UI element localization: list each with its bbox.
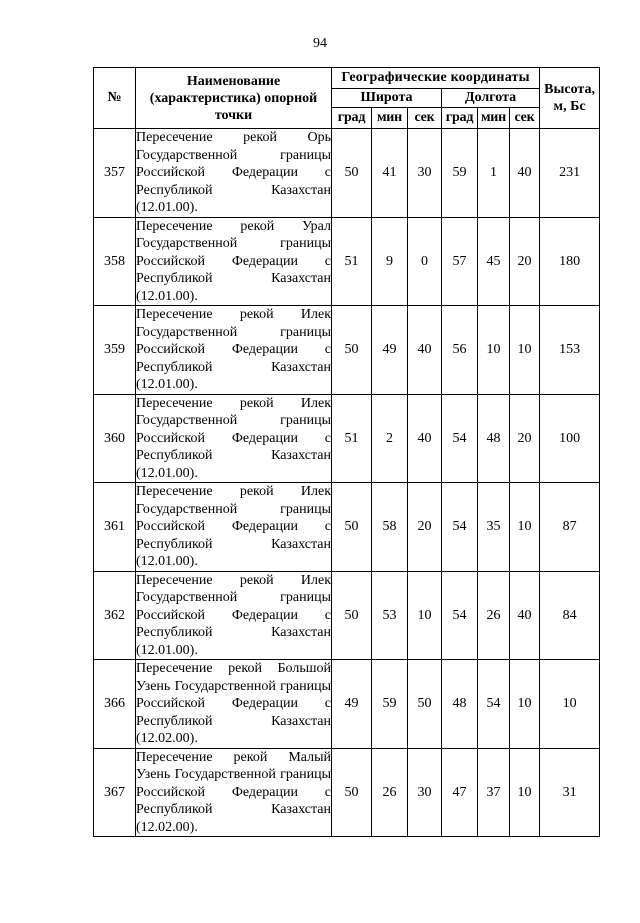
header-longitude: Долгота <box>442 89 540 108</box>
row-number: 362 <box>94 571 136 660</box>
lat-sec: 20 <box>408 483 442 572</box>
table-row <box>94 129 600 218</box>
lat-deg: 51 <box>332 217 372 306</box>
header-number: № <box>94 68 136 129</box>
header-unit-lat-deg: град <box>332 108 372 129</box>
lon-sec: 40 <box>510 129 540 218</box>
table-row <box>94 306 600 395</box>
lat-min: 49 <box>372 306 408 395</box>
header-unit-lat-min: мин <box>372 108 408 129</box>
lon-min: 35 <box>478 483 510 572</box>
lat-min: 59 <box>372 660 408 749</box>
lon-deg: 56 <box>442 306 478 395</box>
table-row <box>94 660 600 749</box>
row-name: Пересечение рекой Илек Государственной границы Российской Федерации с Республикой Казахстан (12.01.00). <box>136 307 331 392</box>
table-row <box>94 748 600 837</box>
lon-deg: 57 <box>442 217 478 306</box>
lat-deg: 50 <box>332 129 372 218</box>
row-name: Пересечение рекой Большой Узень Государственной границы Российской Федерации с Республикой Казахстан (12.02.00). <box>136 661 331 746</box>
table-row <box>94 217 600 306</box>
lat-deg: 49 <box>332 660 372 749</box>
row-number: 367 <box>94 748 136 837</box>
row-number: 366 <box>94 660 136 749</box>
lat-deg: 50 <box>332 306 372 395</box>
table-row <box>94 571 600 660</box>
row-number: 360 <box>94 394 136 483</box>
header-unit-lat-sec: сек <box>408 108 442 129</box>
table-row <box>94 483 600 572</box>
lon-sec: 10 <box>510 306 540 395</box>
lon-min: 1 <box>478 129 510 218</box>
page-number: 94 <box>313 36 327 51</box>
row-number: 357 <box>94 129 136 218</box>
lon-sec: 20 <box>510 394 540 483</box>
lat-deg: 50 <box>332 483 372 572</box>
lat-min: 26 <box>372 748 408 837</box>
row-height: 31 <box>540 748 600 837</box>
lon-deg: 59 <box>442 129 478 218</box>
row-height: 84 <box>540 571 600 660</box>
header-height: Высота, м, Бс <box>540 68 600 129</box>
lon-min: 10 <box>478 306 510 395</box>
lat-sec: 0 <box>408 217 442 306</box>
lat-deg: 50 <box>332 571 372 660</box>
lon-min: 54 <box>478 660 510 749</box>
lon-sec: 20 <box>510 217 540 306</box>
header-unit-lon-min: мин <box>478 108 510 129</box>
lon-sec: 10 <box>510 748 540 837</box>
lat-sec: 30 <box>408 748 442 837</box>
row-height: 100 <box>540 394 600 483</box>
header-unit-lon-deg: град <box>442 108 478 129</box>
row-name: Пересечение рекой Илек Государственной границы Российской Федерации с Республикой Казахстан (12.01.00). <box>136 395 331 481</box>
header-unit-lon-sec: сек <box>510 108 540 129</box>
table-body <box>94 129 600 837</box>
lon-min: 45 <box>478 217 510 306</box>
row-name: Пересечение рекой Орь Государственной границы Российской Федерации с Республикой Казахстан (12.01.00). <box>136 130 331 215</box>
lon-sec: 10 <box>510 660 540 749</box>
lon-deg: 54 <box>442 571 478 660</box>
row-height: 180 <box>540 217 600 306</box>
header-row-main <box>94 68 600 89</box>
lat-min: 2 <box>372 394 408 483</box>
lat-deg: 50 <box>332 748 372 837</box>
row-name: Пересечение рекой Урал Государственной границы Российской Федерации с Республикой Казахстан (12.01.00). <box>136 218 331 304</box>
lat-min: 9 <box>372 217 408 306</box>
header-latitude: Широта <box>332 89 442 108</box>
lat-sec: 10 <box>408 571 442 660</box>
lon-deg: 54 <box>442 483 478 572</box>
lon-min: 26 <box>478 571 510 660</box>
row-height: 87 <box>540 483 600 572</box>
lat-min: 41 <box>372 129 408 218</box>
row-name: Пересечение рекой Малый Узень Государственной границы Российской Федерации с Республикой Казахстан (12.02.00). <box>136 749 331 835</box>
row-number: 358 <box>94 217 136 306</box>
lon-sec: 40 <box>510 571 540 660</box>
lon-sec: 10 <box>510 483 540 572</box>
table-row <box>94 394 600 483</box>
lon-min: 37 <box>478 748 510 837</box>
reference-points-table <box>93 67 600 837</box>
lat-sec: 50 <box>408 660 442 749</box>
lat-min: 53 <box>372 571 408 660</box>
row-height: 10 <box>540 660 600 749</box>
lon-min: 48 <box>478 394 510 483</box>
row-number: 359 <box>94 306 136 395</box>
lat-deg: 51 <box>332 394 372 483</box>
header-name: Наименование (характеристика) опорной точки <box>136 68 332 129</box>
row-height: 153 <box>540 306 600 395</box>
lat-sec: 40 <box>408 394 442 483</box>
table-header <box>94 68 600 129</box>
lon-deg: 47 <box>442 748 478 837</box>
lat-min: 58 <box>372 483 408 572</box>
lon-deg: 54 <box>442 394 478 483</box>
lat-sec: 30 <box>408 129 442 218</box>
row-name: Пересечение рекой Илек Государственной границы Российской Федерации с Республикой Казахстан (12.01.00). <box>136 572 331 658</box>
row-name: Пересечение рекой Илек Государственной границы Российской Федерации с Республикой Казахстан (12.01.00). <box>136 484 331 569</box>
lat-sec: 40 <box>408 306 442 395</box>
row-number: 361 <box>94 483 136 572</box>
row-height: 231 <box>540 129 600 218</box>
lon-deg: 48 <box>442 660 478 749</box>
header-coordinates: Географические координаты <box>332 68 540 89</box>
